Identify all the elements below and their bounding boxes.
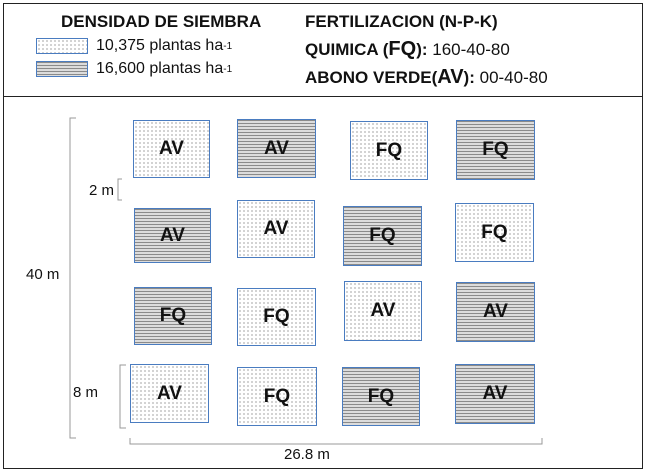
plot-label: FQ (367, 385, 395, 407)
plot-label: FQ (375, 139, 403, 161)
plot-height-label: 8 m (73, 384, 99, 401)
gap-bracket (118, 179, 122, 200)
legend-item-value: 10,375 (96, 37, 145, 54)
plot-r1-c3 (350, 121, 428, 180)
fertilization-title: FERTILIZACION (N-P-K) (305, 12, 498, 31)
chemical-value: 160-40-80 (432, 40, 510, 59)
plot-label: AV (157, 382, 182, 404)
green-abbr: AV (437, 66, 464, 88)
plot-r2-c1 (134, 208, 211, 263)
plot-label: FQ (263, 306, 290, 327)
plot-label: AV (370, 300, 396, 321)
plot-r3-c2 (237, 288, 316, 346)
plot-label: FQ (369, 225, 396, 246)
plot-r2-c4 (455, 203, 534, 262)
plot-label: FQ (159, 305, 187, 326)
green-close: ): (463, 68, 475, 87)
plot-label: AV (263, 218, 289, 239)
plot-label: FQ (263, 385, 291, 407)
width-bracket (130, 438, 542, 444)
plot-r3-c1 (134, 287, 212, 345)
plot-label: AV (264, 137, 289, 159)
plot-r4-c3 (342, 367, 420, 426)
plot-label: AV (482, 383, 508, 404)
plot-label: FQ (481, 221, 508, 243)
chemical-close: ): (416, 40, 428, 59)
green-value: 00-40-80 (479, 68, 548, 87)
plot-r4-c4 (455, 364, 535, 424)
legend-item-unit: plantas ha (149, 37, 224, 54)
plot-height-bracket (120, 365, 126, 428)
plot-label: FQ (482, 139, 509, 160)
gap-label: 2 m (89, 182, 115, 199)
green-label: ABONO VERDE( (305, 68, 438, 87)
legend-item-exponent: -1 (223, 40, 233, 52)
legend-title: DENSIDAD DE SIEMBRA (61, 12, 262, 31)
chemical-abbr: FQ (388, 38, 417, 60)
plot-label: AV (159, 138, 184, 159)
plot-r4-c1 (130, 364, 209, 423)
legend-item-value: 16,600 (96, 60, 145, 77)
plot-label: AV (160, 224, 185, 246)
plot-r3-c4 (456, 282, 535, 342)
plot-r3-c3 (344, 281, 422, 341)
plot-r1-c2 (237, 119, 316, 178)
plot-r4-c2 (237, 367, 317, 426)
chemical-label: QUIMICA ( (305, 40, 389, 59)
legend-item-exponent: -1 (223, 63, 233, 75)
total-width-label: 26.8 m (284, 446, 330, 463)
plot-r2-c3 (343, 206, 422, 266)
plot-r2-c2 (237, 200, 315, 258)
plot-r1-c1 (133, 120, 210, 178)
plot-r1-c4 (456, 120, 535, 180)
legend-item-unit: plantas ha (149, 60, 224, 77)
total-height-label: 40 m (26, 266, 60, 283)
plot-label: AV (483, 301, 508, 322)
